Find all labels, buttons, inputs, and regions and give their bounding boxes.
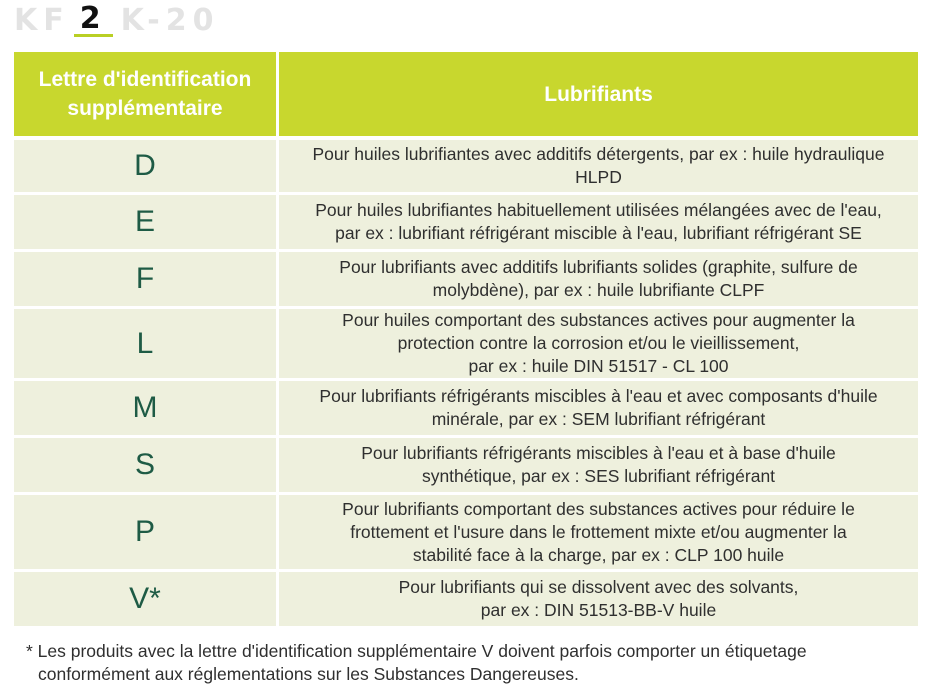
product-code-heading [14, 2, 219, 38]
identification-letter: P [14, 495, 279, 572]
lubricant-description: Pour huiles lubrifiantes habituellement utilisées mélangées avec de l'eau, par ex : lubrifiant réfrigérant miscible à l'eau, lubrifiant réfrigérant SE [279, 195, 918, 252]
lubricant-description: Pour huiles comportant des substances actives pour augmenter la protection contre la corrosion et/ou le vieillissement, par ex : huile DIN 51517 - CL 100 [279, 309, 918, 381]
identification-letter: F [14, 252, 279, 309]
lubricant-description: Pour lubrifiants réfrigérants miscibles à l'eau et avec composants d'huile minérale, par ex : SEM lubrifiant réfrigérant [279, 381, 918, 438]
table-row [14, 438, 918, 495]
lubricant-description: Pour lubrifiants qui se dissolvent avec des solvants, par ex : DIN 51513-BB-V huile [279, 572, 918, 629]
table-row [14, 195, 918, 252]
lubricant-description: Pour lubrifiants comportant des substances actives pour réduire le frottement et l'usure dans le frottement mixte et/ou augmenter la stabilité face à la charge, par ex : CLP 100 huile [279, 495, 918, 572]
lubricant-description: Pour lubrifiants avec additifs lubrifiants solides (graphite, sulfure de molybdène), par ex : huile lubrifiante CLPF [279, 252, 918, 309]
code-prefix: KF [14, 2, 70, 38]
table-row [14, 252, 918, 309]
identification-letter: L [14, 309, 279, 381]
code-suffix: K-20 [120, 2, 220, 38]
table-row [14, 572, 918, 629]
lubricant-identification-table [14, 52, 918, 629]
code-number: 2 [74, 4, 113, 37]
identification-letter: E [14, 195, 279, 252]
table-row [14, 140, 918, 195]
identification-letter: M [14, 381, 279, 438]
identification-letter: D [14, 140, 279, 195]
column-header-lubricants: Lubrifiants [279, 52, 918, 140]
identification-letter: V* [14, 572, 279, 629]
lubricant-description: Pour lubrifiants réfrigérants miscibles à l'eau et à base d'huile synthétique, par ex : SES lubrifiant réfrigérant [279, 438, 918, 495]
table-row [14, 309, 918, 381]
table-row [14, 495, 918, 572]
footnote: * Les produits avec la lettre d'identification supplémentaire V doivent parfois comporter un étiquetage conformément aux réglementations sur les Substances Dangereuses. [26, 641, 807, 684]
identification-letter: S [14, 438, 279, 495]
table-header-row [14, 52, 918, 140]
column-header-identification-letter: Lettre d'identification supplémentaire [14, 52, 279, 140]
table-row [14, 381, 918, 438]
lubricant-description: Pour huiles lubrifiantes avec additifs détergents, par ex : huile hydraulique HLPD [279, 140, 918, 195]
